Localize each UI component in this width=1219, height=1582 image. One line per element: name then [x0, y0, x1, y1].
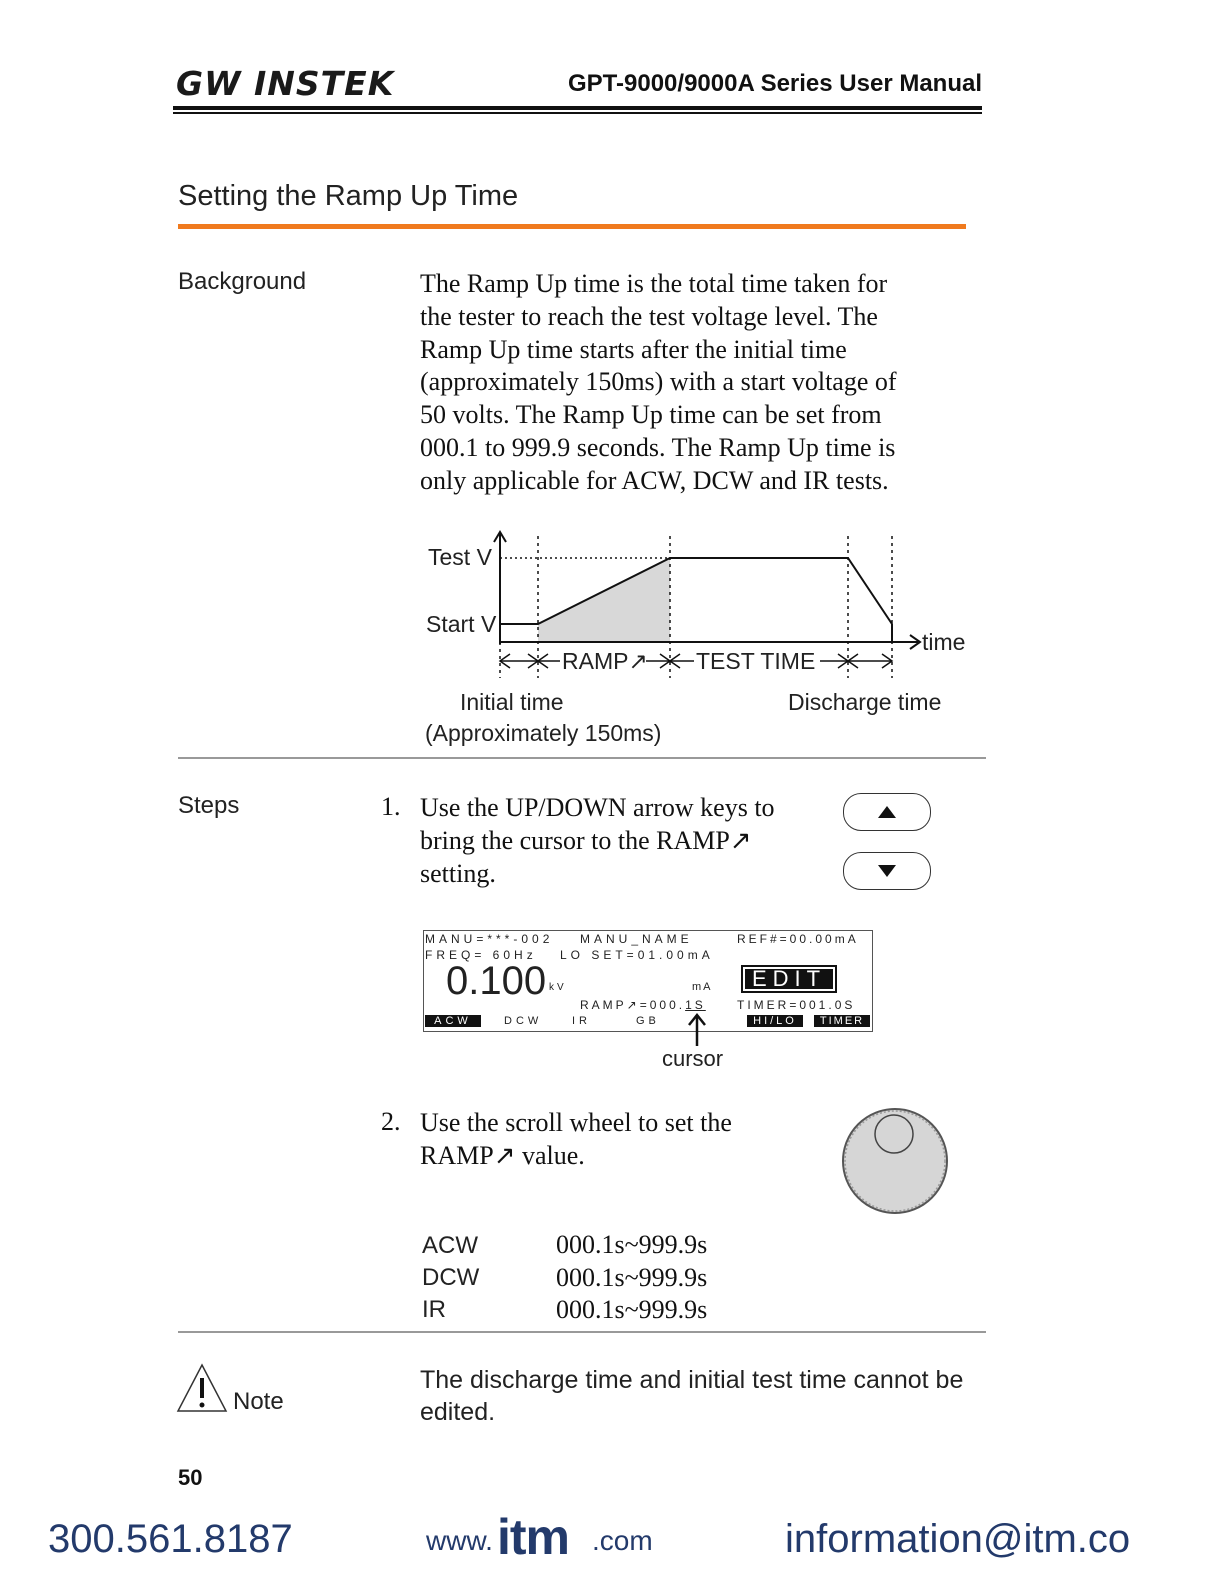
test-time-label: TEST TIME	[696, 648, 816, 674]
up-arrow-key[interactable]	[843, 793, 931, 831]
lcd-tab-acw[interactable]: ACW	[425, 1015, 481, 1027]
step-2-line: RAMP↗ value.	[420, 1140, 585, 1170]
step-2-text	[420, 1107, 830, 1173]
lcd-ref: REF#=00.00mA	[737, 932, 859, 946]
lcd-tab-ir[interactable]: IR	[572, 1015, 591, 1027]
background-line: only applicable for ACW, DCW and IR tests.	[420, 465, 889, 495]
down-arrow-icon	[878, 865, 896, 877]
cursor-arrow-icon	[686, 1012, 716, 1048]
initial-time-label: Initial time	[460, 689, 564, 715]
lcd-edit-frame	[741, 965, 837, 993]
note-label: Note	[233, 1388, 284, 1415]
lcd-hilo-button[interactable]: HI/LO	[747, 1015, 803, 1027]
background-line: the tester to reach the test voltage level. The	[420, 301, 878, 331]
step-1-line: setting.	[420, 858, 496, 888]
footer-email: information@itm.co	[785, 1517, 1131, 1561]
scroll-wheel[interactable]	[838, 1104, 952, 1218]
divider	[178, 757, 986, 759]
note-text	[420, 1364, 980, 1428]
scroll-wheel-finger-dimple	[875, 1115, 913, 1153]
start-v-label: Start V	[426, 611, 497, 637]
document-title: GPT-9000/9000A Series User Manual	[568, 70, 982, 97]
range-value-ir: 000.1s~999.9s	[556, 1295, 708, 1324]
note-line: The discharge time and initial test time cannot be	[420, 1366, 964, 1394]
ramp-area	[538, 558, 670, 642]
range-value-acw: 000.1s~999.9s	[556, 1230, 708, 1259]
lcd-ramp-prefix: RAMP↗=000.	[580, 998, 686, 1012]
step-2-number: 2.	[381, 1107, 401, 1136]
lcd-ramp-cursor-value: 1S	[685, 998, 706, 1012]
ramp-label: RAMP↗	[562, 648, 648, 674]
header-rule-thin	[173, 112, 982, 114]
up-arrow-icon	[878, 806, 896, 818]
test-v-label: Test V	[428, 544, 492, 570]
initial-time-note: (Approximately 150ms)	[425, 720, 662, 746]
divider	[178, 1331, 986, 1333]
range-mode-dcw: DCW	[422, 1264, 480, 1291]
step-1-line: bring the cursor to the RAMP↗	[420, 825, 752, 855]
lcd-voltage: 0.100	[446, 959, 547, 1003]
section-title: Setting the Ramp Up Time	[178, 180, 519, 212]
footer-itm-logo: itm	[497, 1509, 569, 1565]
time-axis-label: time	[922, 629, 966, 655]
step-1-text	[420, 792, 830, 890]
page-number: 50	[178, 1465, 203, 1490]
gw-instek-logo: GW INSTEK	[176, 64, 395, 103]
ramp-timing-diagram	[410, 528, 990, 758]
cursor-label: cursor	[662, 1046, 724, 1071]
range-mode-ir: IR	[422, 1296, 446, 1323]
footer-phone: 300.561.8187	[48, 1517, 293, 1561]
lcd-timer: TIMER=001.0S	[737, 998, 856, 1012]
background-line: 000.1 to 999.9 seconds. The Ramp Up time is	[420, 432, 896, 462]
step-1-line: Use the UP/DOWN arrow keys to	[420, 793, 775, 822]
footer-com: .com	[592, 1525, 653, 1556]
header-rule	[173, 106, 982, 110]
steps-label: Steps	[178, 792, 240, 819]
background-line: 50 volts. The Ramp Up time can be set from	[420, 400, 882, 430]
discharge-time-label: Discharge time	[788, 689, 942, 715]
lcd-manu: MANU=***-002	[425, 932, 554, 946]
lcd-edit-badge: EDIT	[745, 969, 833, 989]
lcd-manu-name: MANU_NAME	[580, 932, 693, 946]
lcd-ramp-setting	[580, 998, 706, 1012]
lcd-tab-dcw[interactable]: DCW	[504, 1015, 543, 1027]
range-mode-acw: ACW	[422, 1232, 478, 1259]
range-value-dcw: 000.1s~999.9s	[556, 1263, 708, 1292]
lcd-display	[423, 930, 873, 1032]
background-line: (approximately 150ms) with a start voltage of	[420, 367, 897, 397]
step-1-number: 1.	[381, 792, 401, 821]
lcd-freq: FREQ= 60Hz	[425, 948, 537, 962]
step-2-line: Use the scroll wheel to set the	[420, 1108, 732, 1137]
background-line: The Ramp Up time is the total time taken for	[420, 269, 888, 298]
warning-icon	[176, 1362, 228, 1414]
section-underline	[178, 224, 966, 229]
lcd-ma-unit: mA	[692, 981, 713, 993]
background-paragraph	[420, 268, 980, 498]
lcd-kv-unit: kV	[549, 982, 567, 993]
footer-www: www.	[426, 1525, 493, 1556]
note-line: edited.	[420, 1398, 496, 1426]
lcd-timer-button[interactable]: TIMER	[814, 1015, 870, 1027]
background-label: Background	[178, 268, 307, 295]
lcd-lo-set: LO SET=01.00mA	[560, 948, 714, 962]
background-line: Ramp Up time starts after the initial time	[420, 334, 847, 364]
down-arrow-key[interactable]	[843, 852, 931, 890]
lcd-tab-gb[interactable]: GB	[636, 1015, 660, 1027]
